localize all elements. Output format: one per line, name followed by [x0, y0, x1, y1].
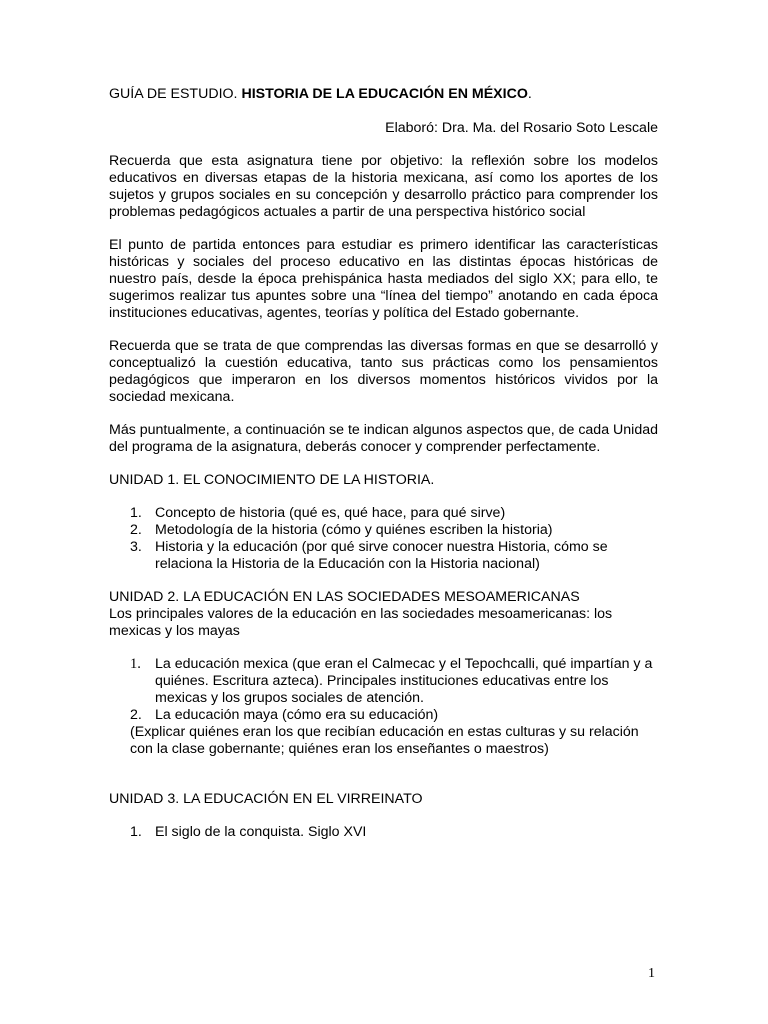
unit3-list [130, 824, 658, 841]
paragraph-understanding: Recuerda que se trata de que comprendas las diversas formas en que se desarrolló y conceptualizó la cuestión educativa, tanto sus prácticas como los pensamientos pedagógicos que imperaron en los diversos momentos históricos vividos por la sociedad mexicana. [109, 338, 658, 405]
paragraph-specifics: Más puntualmente, a continuación se te indican algunos aspectos que, de cada Unidad del programa de la asignatura, deberás conocer y comprender perfectamente. [109, 422, 658, 455]
list-item: 3. Historia y la educación (por qué sirve conocer nuestra Historia, cómo se relaciona la Historia de la Educación con la Historia nacional) [130, 539, 608, 572]
title-suffix: . [527, 86, 532, 102]
paragraph-objective: Recuerda que esta asignatura tiene por objetivo: la reflexión sobre los modelos educativos en diversas etapas de la historia mexicana, así como los aportes de los sujetos y grupos sociales en su concepción y desarrollo práctico para comprender los problemas pedagógicos actuales a partir de una perspectiva histórico social [109, 153, 658, 220]
unit2-intro: Los principales valores de la educación en las sociedades mesoamericanas: los mexicas y los mayas [109, 606, 613, 639]
unit3-heading: UNIDAD 3. LA EDUCACIÓN EN EL VIRREINATO [109, 791, 423, 807]
unit1-heading: UNIDAD 1. EL CONOCIMIENTO DE LA HISTORIA. [109, 472, 435, 488]
list-item: 2. Metodología de la historia (cómo y quiénes escriben la historia) [130, 522, 553, 538]
list-item: 1. El siglo de la conquista. Siglo XVI [130, 824, 367, 840]
title-bold: HISTORIA DE LA EDUCACIÓN EN MÉXICO [241, 86, 528, 102]
list-item: 1. La educación mexica (que eran el Calmecac y el Tepochcalli, qué impartían y a quiénes. Escritura azteca). Principales instituciones educativas entre los mexicas y los grupos sociales de atención. [130, 656, 653, 706]
unit2-heading: UNIDAD 2. LA EDUCACIÓN EN LAS SOCIEDADES MESOAMERICANAS [109, 589, 580, 605]
paragraph-starting-point: El punto de partida entonces para estudiar es primero identificar las características históricas y sociales del proceso educativo en las distintas épocas históricas de nuestro país, desde la época prehispánica hasta mediados del siglo XX; para ello, te sugerimos realizar tus apuntes sobre una “línea del tiempo” anotando en cada época instituciones educativas, agentes, teorías y política del Estado gobernante. [109, 237, 658, 321]
document-title [109, 86, 658, 103]
page-number: 1 [648, 966, 655, 981]
unit2-note: (Explicar quiénes eran los que recibían educación en estas culturas y su relación con la clase gobernante; quiénes eran los enseñantes o maestros) [130, 724, 639, 757]
list-item: 1. Concepto de historia (qué es, qué hace, para qué sirve) [130, 505, 506, 521]
unit2-header-block [109, 589, 658, 640]
author-line: Elaboró: Dra. Ma. del Rosario Soto Lescale [385, 120, 658, 136]
title-prefix: GUÍA DE ESTUDIO. [109, 86, 242, 102]
document-page [109, 86, 658, 857]
unit2-list [130, 656, 658, 724]
list-item: 2. La educación maya (cómo era su educación) [130, 707, 439, 723]
unit1-list [130, 505, 658, 573]
